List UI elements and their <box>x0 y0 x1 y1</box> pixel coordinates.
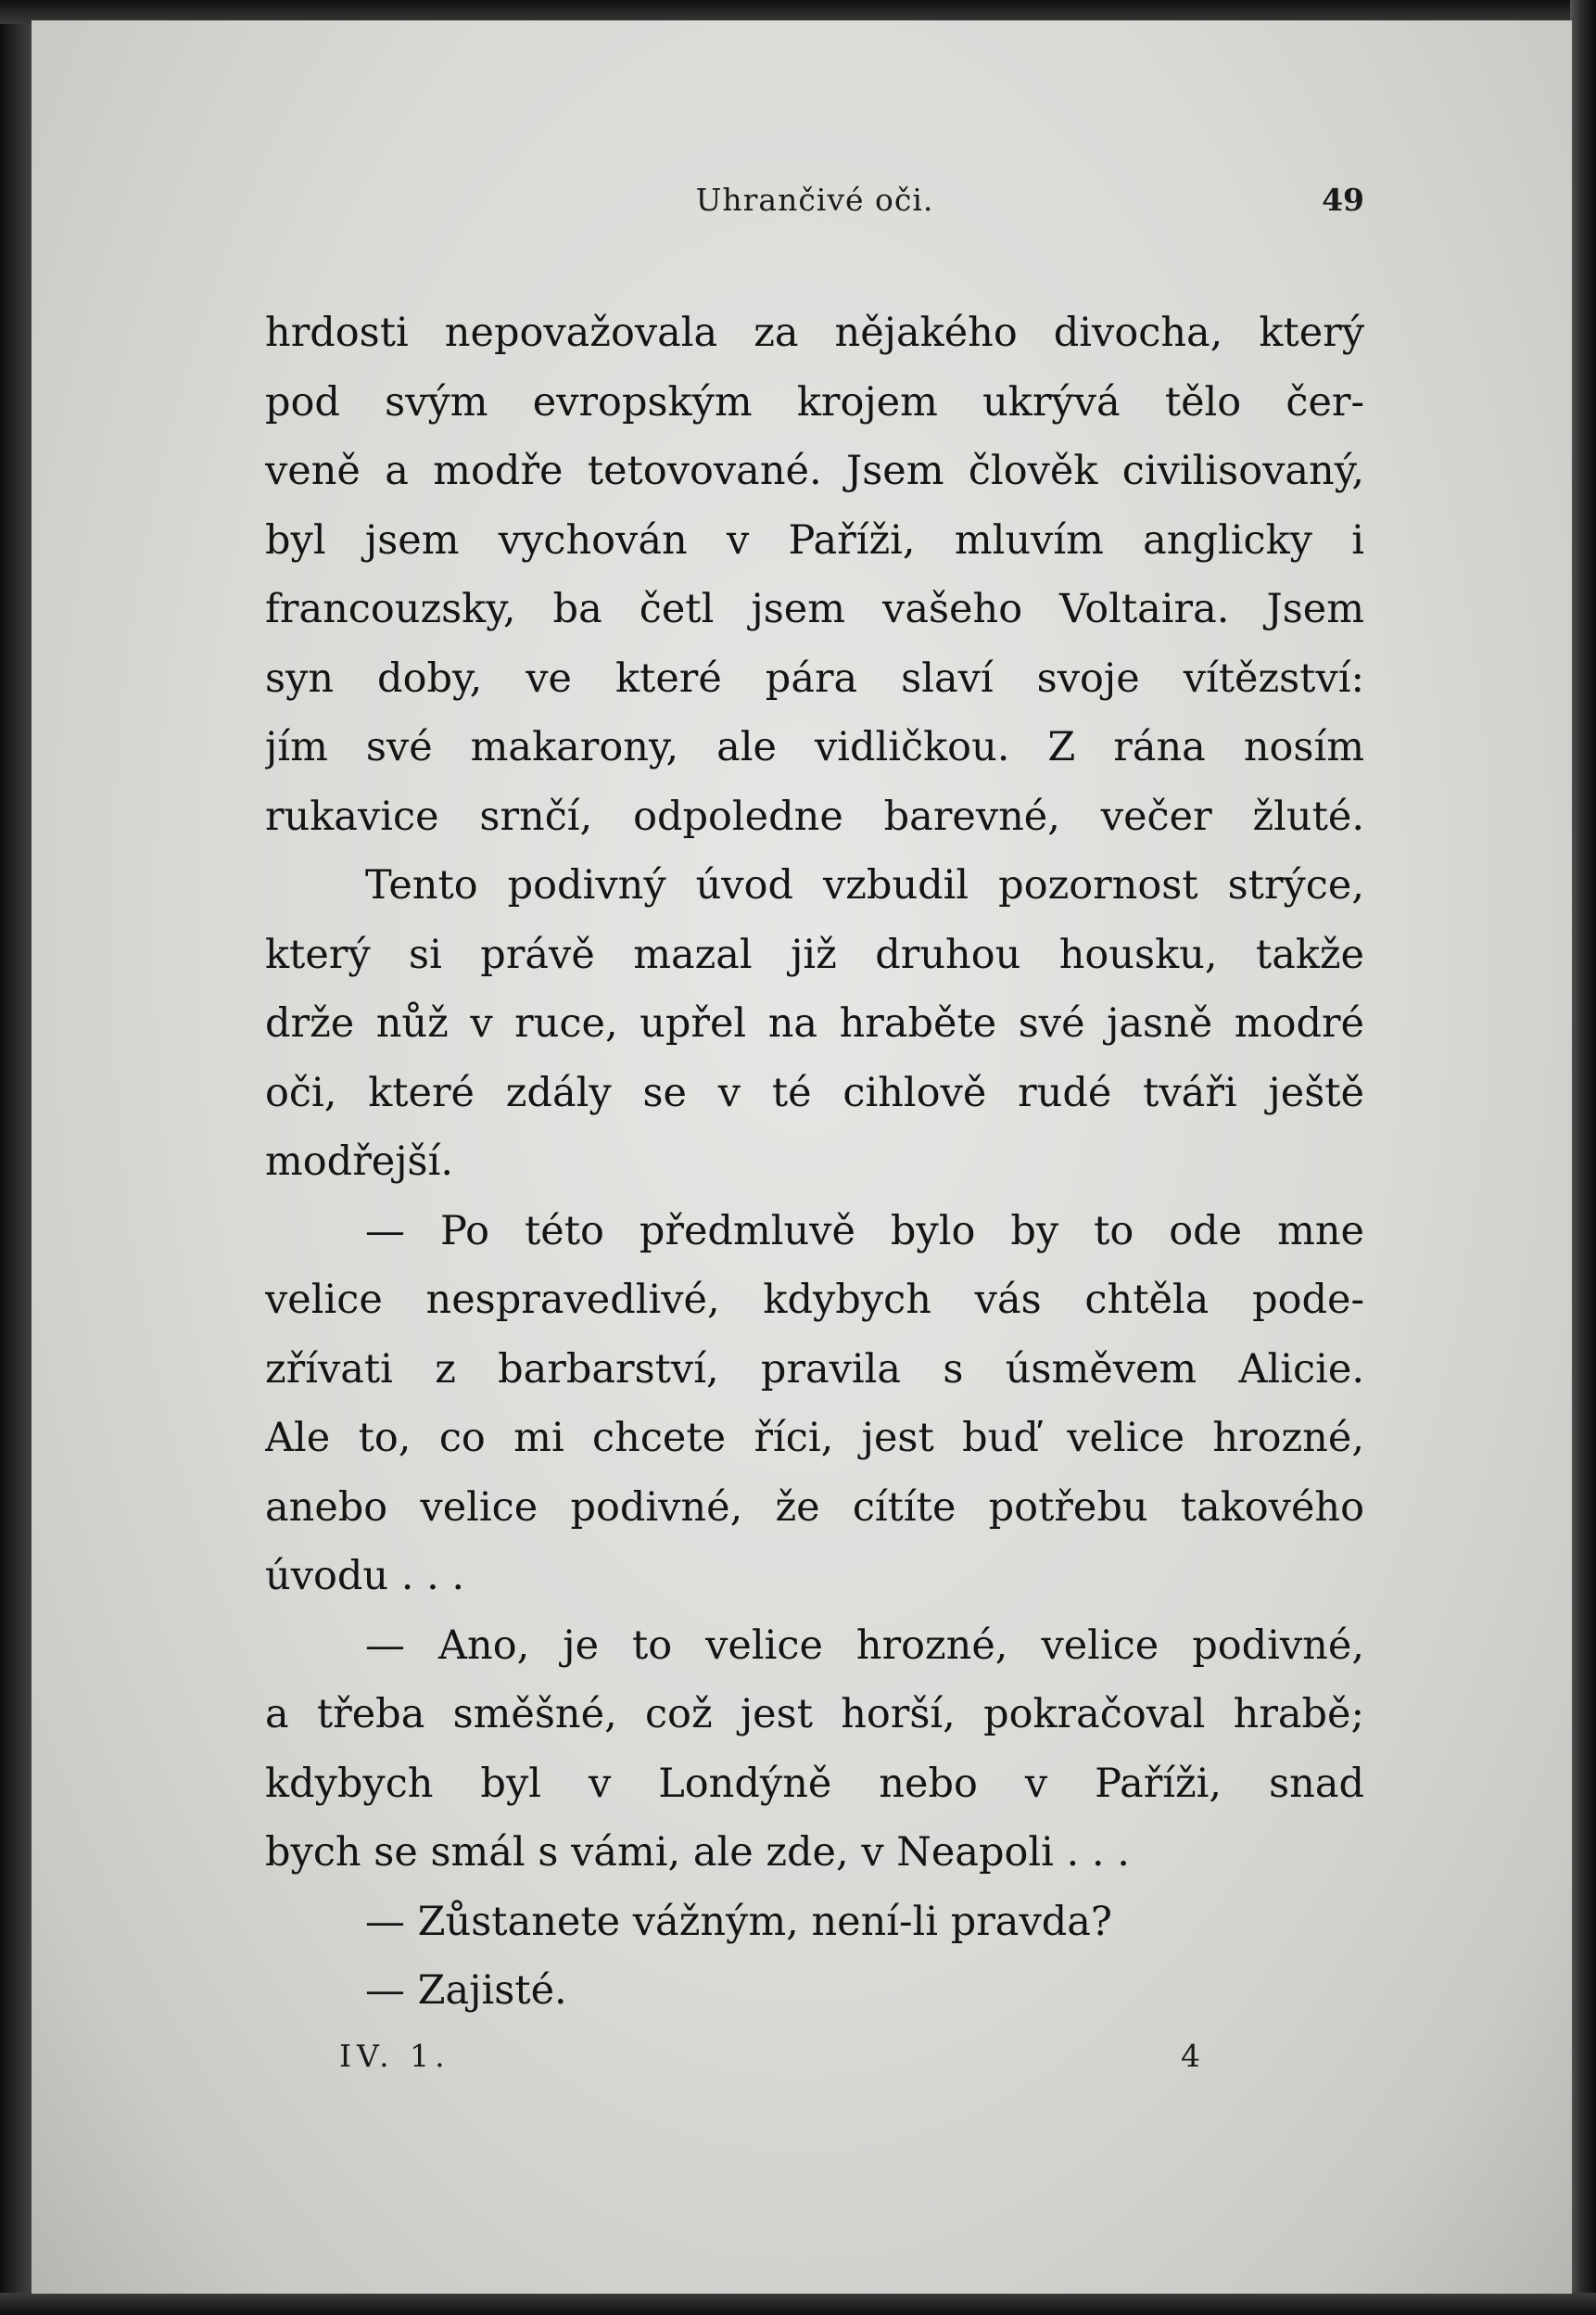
text-line: — Zůstanete vážným, není-li pravda? <box>365 1898 1112 1945</box>
sheet-number: 4 <box>1181 2038 1200 2074</box>
text-line: syn doby, ve které pára slaví svoje vítězství: <box>265 655 1364 702</box>
text-line: velice nespravedlivé, kdybych vás chtěla pode- <box>265 1277 1364 1323</box>
signature-mark: IV. 1. <box>339 2038 450 2074</box>
text-line: pod svým evropským krojem ukrývá tělo čer- <box>265 378 1364 426</box>
running-head: Uhrančivé oči. <box>695 182 934 218</box>
scan-edge-right <box>1570 0 1596 2315</box>
text-line: modřejší. <box>265 1138 454 1185</box>
text-line: Ale to, co mi chcete říci, jest buď velice hrozné, <box>265 1415 1364 1461</box>
text-line: anebo velice podivné, že cítíte potřebu takového <box>265 1483 1364 1531</box>
text-line: rukavice srnčí, odpoledne barevné, večer žluté. <box>265 793 1364 840</box>
text-line: — Po této předmluvě bylo by to ode mne <box>365 1207 1364 1254</box>
page-footer <box>265 2038 1364 2084</box>
text-line: který si právě mazal již druhou housku, takže <box>265 931 1364 978</box>
text-line: Tento podivný úvod vzbudil pozornost strýce, <box>365 862 1364 909</box>
text-line: úvodu . . . <box>265 1553 465 1599</box>
scan-edge-bottom <box>0 2293 1596 2315</box>
text-line: drže nůž v ruce, upřel na hraběte své jasně modré <box>265 1000 1364 1047</box>
text-line: — Ano, je to velice hrozné, velice podivné, <box>365 1622 1364 1669</box>
page-number: 49 <box>1322 182 1364 218</box>
page-header <box>265 182 1364 234</box>
text-line: a třeba směšné, což jest horší, pokračoval hrabě; <box>265 1691 1364 1737</box>
text-line: — Zajisté. <box>365 1967 567 2014</box>
text-line: zřívati z barbarství, pravila s úsměvem Alicie. <box>265 1345 1364 1393</box>
text-line: jím své makarony, ale vidličkou. Z rána nosím <box>265 724 1364 770</box>
text-line: francouzsky, ba četl jsem vašeho Voltaira. Jsem <box>265 586 1364 632</box>
text-line: hrdosti nepovažovala za nějakého divocha, který <box>265 310 1364 356</box>
text-line: kdybych byl v Londýně nebo v Paříži, snad <box>265 1760 1364 1807</box>
text-line: oči, které zdály se v té cihlově rudé tváři ještě <box>265 1069 1364 1116</box>
body-text <box>265 299 1364 2026</box>
text-line: veně a modře tetovované. Jsem člověk civilisovaný, <box>265 448 1364 494</box>
text-line: byl jsem vychován v Paříži, mluvím anglicky i <box>265 516 1364 564</box>
text-line: bych se smál s vámi, ale zde, v Neapoli . . . <box>265 1829 1130 1876</box>
